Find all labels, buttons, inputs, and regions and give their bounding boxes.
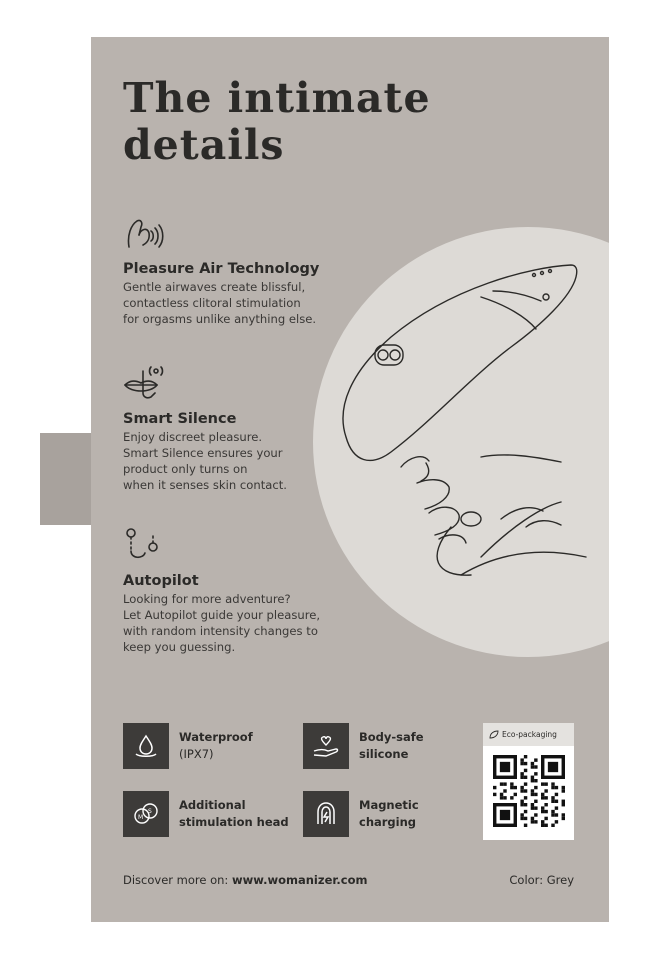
color-label: Color: Grey	[509, 873, 574, 887]
feature-desc	[123, 429, 353, 493]
feature-pleasure-air	[123, 213, 353, 327]
feature-line: Let Autopilot guide your pleasure,	[123, 608, 321, 622]
feature-line: Smart Silence ensures your	[123, 446, 283, 460]
water-drop-icon	[123, 723, 169, 769]
feature-line: when it senses skin contact.	[123, 478, 287, 492]
badge-line-1: Waterproof	[179, 730, 253, 744]
product-illustration	[331, 257, 591, 597]
badge-stimulation-head	[123, 791, 289, 837]
feature-line: contactless clitoral stimulation	[123, 296, 301, 310]
feature-heading: Smart Silence	[123, 411, 237, 427]
badge-line-1: Magnetic	[359, 798, 419, 812]
eco-packaging-label	[483, 723, 574, 746]
magnet-charging-icon	[303, 791, 349, 837]
badge-line-2: charging	[359, 815, 417, 829]
hand-airwave-icon	[123, 213, 169, 253]
feature-line: Enjoy discreet pleasure.	[123, 430, 263, 444]
feature-heading: Pleasure Air Technology	[123, 261, 320, 277]
feature-line: with random intensity changes to	[123, 624, 318, 638]
packaging-panel	[91, 37, 609, 922]
lips-silence-icon	[123, 363, 169, 403]
page-title	[123, 75, 453, 169]
side-tab	[40, 433, 92, 525]
feature-autopilot	[123, 525, 353, 655]
footer-discover	[123, 873, 367, 887]
svg-text:M: M	[138, 814, 144, 821]
badge-line-1: Body-safe	[359, 730, 424, 744]
feature-heading: Autopilot	[123, 573, 199, 589]
title-line-2: details	[123, 121, 285, 169]
eco-label-text: Eco-packaging	[502, 730, 557, 739]
discover-prefix: Discover more on:	[123, 873, 232, 887]
badge-body-safe	[303, 723, 424, 769]
title-line-1: The intimate	[123, 74, 431, 122]
badge-line-2: silicone	[359, 747, 409, 761]
feature-line: keep you guessing.	[123, 640, 236, 654]
hand-heart-icon	[303, 723, 349, 769]
leaf-icon	[489, 730, 499, 739]
badge-waterproof	[123, 723, 253, 769]
badge-line-1: Additional	[179, 798, 246, 812]
stimulation-head-icon	[123, 791, 169, 837]
badge-line-2: stimulation head	[179, 815, 289, 829]
footer-color	[509, 873, 574, 887]
badge-line-2: (IPX7)	[179, 747, 214, 761]
website-link[interactable]: www.womanizer.com	[231, 873, 368, 887]
qr-code	[493, 755, 565, 827]
feature-smart-silence	[123, 363, 353, 493]
badge-magnetic	[303, 791, 419, 837]
svg-text:S: S	[148, 808, 152, 815]
feature-line: product only turns on	[123, 462, 248, 476]
feature-desc	[123, 279, 353, 327]
feature-desc	[123, 591, 353, 655]
feature-line: Gentle airwaves create blissful,	[123, 280, 306, 294]
feature-line: Looking for more adventure?	[123, 592, 291, 606]
feature-line: for orgasms unlike anything else.	[123, 312, 317, 326]
autopilot-path-icon	[123, 525, 169, 565]
eco-qr-box	[483, 723, 574, 840]
